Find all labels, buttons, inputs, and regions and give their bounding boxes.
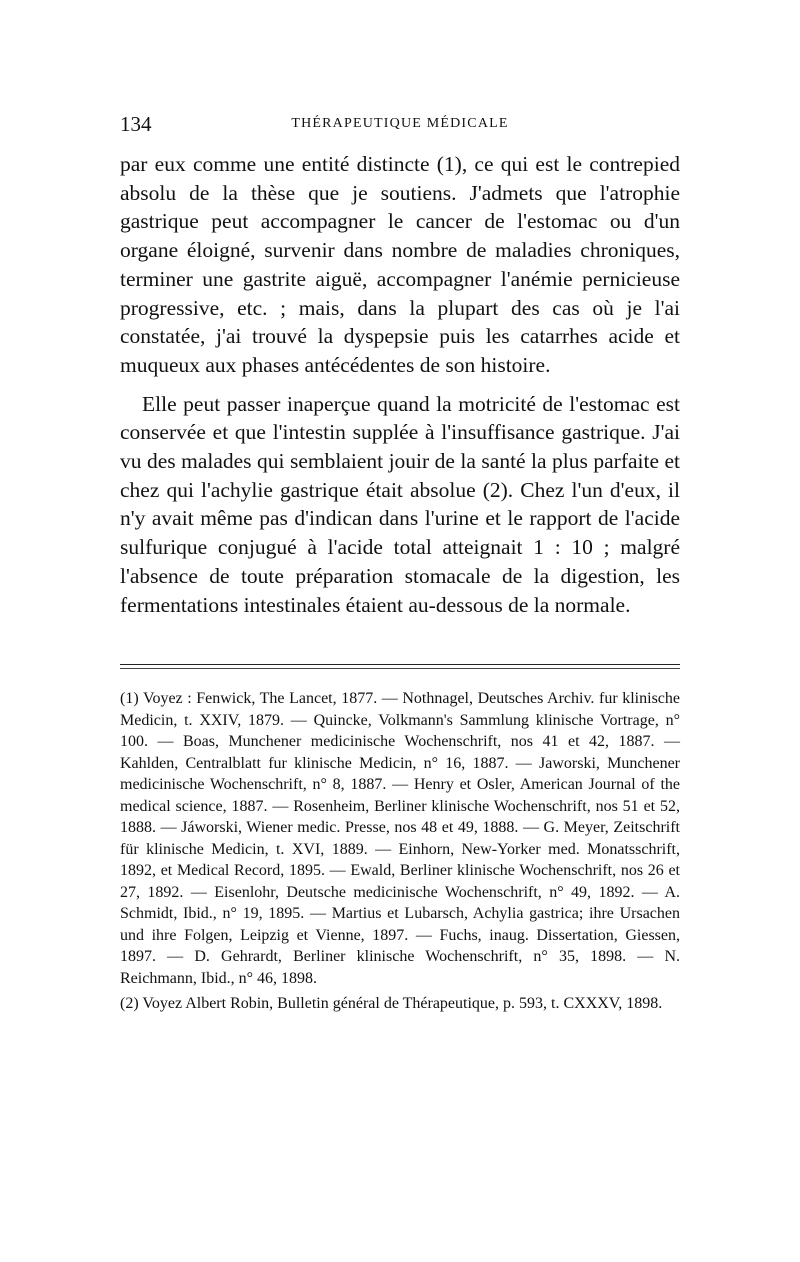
paragraph: par eux comme une entité distincte (1), ce qui est le contrepied absolu de la thèse que je soutiens. J'admets que l'atrophie gastrique peut accompagner le cancer de l'estomac ou d'un organe éloigné, survenir dans nombre de maladies chroniques, terminer une gastrite aiguë, accompagner l'anémie pernicieuse progressive, etc. ; mais, dans la plupart des cas où je l'ai constatée, j'ai trouvé la dyspepsie puis les catarrhes acide et muqueux aux phases antécédentes de son histoire. bbox=[120, 152, 680, 377]
footnote-text: Voyez : Fenwick, The Lancet, 1877. — Nothnagel, Deutsches Archiv. fur klinische Medicin, t. XXIV, 1879. — Quincke, Volkmann's Sammlung klinische Vortrage, n° 100. — Boas, Munchener medicinische Wochenschrift, nos 41 et 42, 1887. — Kahlden, Centralblatt fur klinische Medicin, n° 16, 1887. — Jaworski, Munchener medicinische Wochenschrift, n° 8, 1887. — Henry et Osler, American Journal of the medical science, 1887. — Rosenheim, Berliner klinische Wochenschrift, nos 51 et 52, 1888. — Jáworski, Wiener medic. Presse, nos 48 et 49, 1888. — G. Meyer, Zeitschrift für klinische Medicin, t. XVI, 1889. — Einhorn, New-Yorker med. Monatsschrift, 1892, et Medical Record, 1895. — Ewald, Berliner klinische Wochenschrift, nos 26 et 27, 1892. — Eisenlohr, Deutsche medicinische Wochenschrift, n° 49, 1892. — A. Schmidt, Ibid., n° 19, 1895. — Martius et Lubarsch, Achylia gastrica; ihre Ursachen und ihre Folgen, Leipzig et Vienne, 1897. — Fuchs, inaug. Dissertation, Giessen, 1897. — D. Gehrardt, Berliner klinische Wochenschrift, n° 35, 1898. — N. Reichmann, Ibid., n° 46, 1898. bbox=[120, 690, 680, 987]
footnote-number: (2) bbox=[120, 995, 139, 1012]
paragraph: Elle peut passer inaperçue quand la motricité de l'estomac est conservée et que l'intestin supplée à l'insuffisance gastrique. J'ai vu des malades qui semblaient jouir de la santé la plus parfaite et chez qui l'achylie gastrique était absolue (2). Chez l'un d'eux, il n'y avait même pas d'indican dans l'urine et le rapport de l'acide sulfurique conjugué à l'acide total atteignait 1 : 10 ; malgré l'absence de toute préparation stomacale de la digestion, les fermentations intestinales étaient au-dessous de la normale. bbox=[120, 391, 680, 617]
footnotes bbox=[120, 688, 680, 1015]
body-text bbox=[120, 150, 680, 619]
footnote bbox=[120, 993, 680, 1015]
page-number: 134 bbox=[120, 112, 152, 136]
footnote-separator bbox=[120, 664, 680, 665]
running-title: THÉRAPEUTIQUE MÉDICALE bbox=[291, 116, 509, 131]
footnote-text: Voyez Albert Robin, Bulletin général de Thérapeutique, p. 593, t. CXXXV, 1898. bbox=[142, 995, 663, 1012]
page-header bbox=[120, 112, 680, 142]
footnote-separator-secondary bbox=[120, 668, 680, 669]
footnote bbox=[120, 688, 680, 989]
footnote-number: (1) bbox=[120, 690, 139, 707]
